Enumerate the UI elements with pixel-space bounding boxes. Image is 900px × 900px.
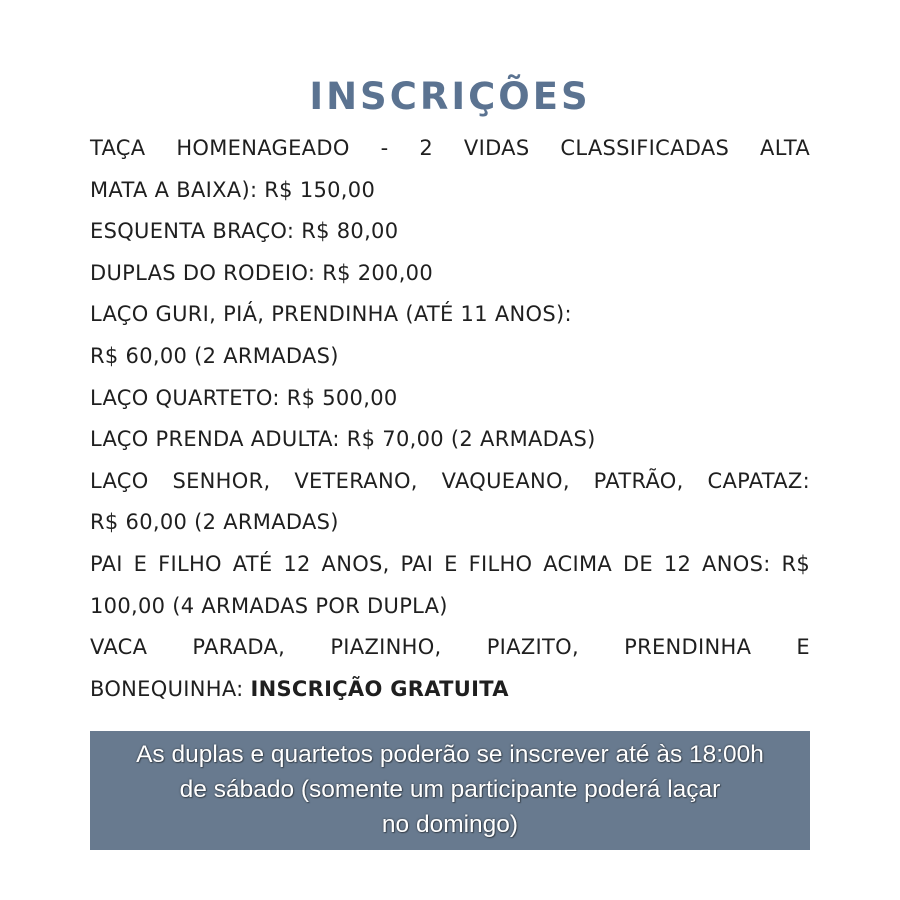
list-item [90, 461, 810, 503]
list-item [90, 128, 810, 170]
list-item [90, 336, 810, 378]
list-item [90, 419, 810, 461]
list-item [90, 502, 810, 544]
page-title: INSCRIÇÕES [309, 75, 591, 118]
list-item [90, 170, 810, 212]
list-item-text: MATA A BAIXA): R$ 150,00 [90, 177, 376, 202]
list-item-text: 100,00 (4 ARMADAS POR DUPLA) [90, 593, 448, 618]
list-item [90, 586, 810, 628]
notice-line: As duplas e quartetos poderão se inscrever até às 18:00h [136, 741, 764, 768]
list-item-text: VACA PARADA, PIAZINHO, PIAZITO, PRENDINHA E [90, 635, 810, 660]
list-item-text: DUPLAS DO RODEIO: R$ 200,00 [90, 260, 434, 285]
list-item [90, 669, 810, 711]
notice-banner [90, 731, 810, 850]
free-registration-label: INSCRIÇÃO GRATUITA [250, 676, 509, 701]
list-item-text: R$ 60,00 (2 ARMADAS) [90, 343, 339, 368]
list-item [90, 211, 810, 253]
list-item-text: PAI E FILHO ATÉ 12 ANOS, PAI E FILHO ACIMA DE 12 ANOS: R$ [90, 551, 810, 576]
list-item-text: R$ 60,00 (2 ARMADAS) [90, 510, 339, 535]
notice-line: no domingo) [381, 811, 519, 838]
list-item-text: BONEQUINHA: [90, 676, 251, 701]
list-item-text: LAÇO QUARTETO: R$ 500,00 [90, 385, 398, 410]
list-item [90, 253, 810, 295]
notice-line: de sábado (somente um participante poderá laçar [179, 776, 721, 803]
list-item-text: LAÇO SENHOR, VETERANO, VAQUEANO, PATRÃO, CAPATAZ: [90, 468, 810, 493]
list-item-text: LAÇO GURI, PIÁ, PRENDINHA (ATÉ 11 ANOS): [90, 302, 572, 327]
list-item [90, 627, 810, 669]
list-item-text: TAÇA HOMENAGEADO - 2 VIDAS CLASSIFICADAS ALTA [90, 136, 810, 160]
registration-list [90, 128, 810, 710]
list-item [90, 544, 810, 586]
list-item-text: ESQUENTA BRAÇO: R$ 80,00 [90, 219, 399, 244]
list-item-text: LAÇO PRENDA ADULTA: R$ 70,00 (2 ARMADAS) [90, 427, 596, 452]
list-item [90, 294, 810, 336]
list-item [90, 378, 810, 420]
